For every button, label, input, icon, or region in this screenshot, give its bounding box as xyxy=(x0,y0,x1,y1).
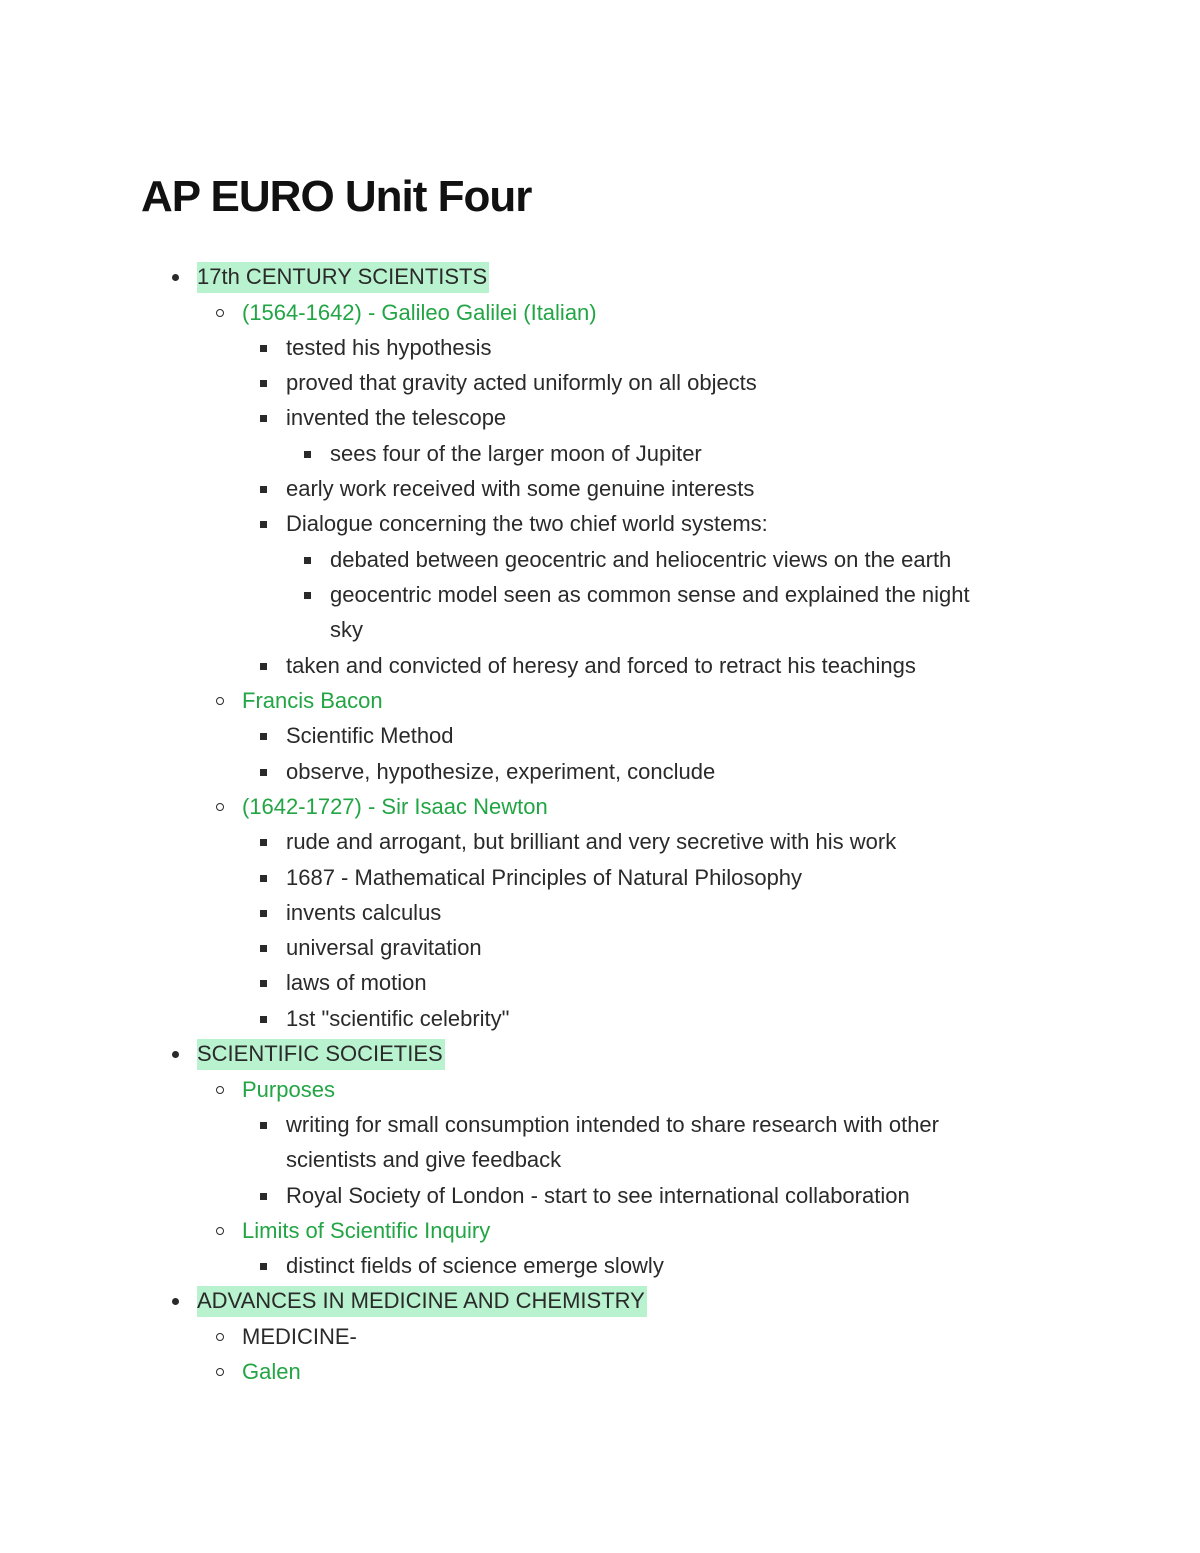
bullet-square-icon xyxy=(260,333,267,363)
list-item xyxy=(286,1110,939,1140)
subheading-item xyxy=(242,686,383,716)
subheading-item xyxy=(242,1357,301,1387)
bullet-ring-icon xyxy=(216,1357,224,1387)
list-item-text: invents calculus xyxy=(286,900,442,925)
section-heading-text: ADVANCES IN MEDICINE AND CHEMISTRY xyxy=(197,1286,647,1317)
list-item-text: Scientific Method xyxy=(286,723,454,748)
list-item-text: observe, hypothesize, experiment, conclude xyxy=(286,759,716,784)
list-item xyxy=(286,368,757,398)
bullet-ring-icon xyxy=(216,792,224,822)
subheading-text: (1564-1642) - Galileo Galilei (Italian) xyxy=(242,300,597,325)
list-item-text: Royal Society of London - start to see international collaboration xyxy=(286,1183,910,1208)
list-item-text: 1st "scientific celebrity" xyxy=(286,1006,510,1031)
list-item xyxy=(286,968,427,998)
list-item-text: early work received with some genuine interests xyxy=(286,476,755,501)
list-item xyxy=(286,863,802,893)
bullet-ring-icon xyxy=(216,298,224,328)
list-item xyxy=(286,333,491,363)
subheading-text: Purposes xyxy=(242,1077,335,1102)
subheading-item xyxy=(242,1322,357,1352)
list-item xyxy=(330,439,702,469)
bullet-square-icon xyxy=(304,545,311,575)
list-item-text: sees four of the larger moon of Jupiter xyxy=(330,441,702,466)
list-item-text: distinct fields of science emerge slowly xyxy=(286,1253,664,1278)
list-item xyxy=(286,651,916,681)
subheading-item xyxy=(242,1075,335,1105)
subheading-text: (1642-1727) - Sir Isaac Newton xyxy=(242,794,548,819)
bullet-square-icon xyxy=(260,1110,267,1140)
list-item-text: rude and arrogant, but brilliant and very secretive with his work xyxy=(286,829,897,854)
list-item-text: universal gravitation xyxy=(286,935,482,960)
list-item xyxy=(330,580,970,610)
page-title: AP EURO Unit Four xyxy=(141,172,532,221)
list-item-text: writing for small consumption intended to share research with other xyxy=(286,1112,939,1137)
subheading-text: Francis Bacon xyxy=(242,688,383,713)
bullet-square-icon xyxy=(304,439,311,469)
list-item xyxy=(286,509,768,539)
list-item xyxy=(286,1181,910,1211)
list-item-text: taken and convicted of heresy and forced to retract his teachings xyxy=(286,653,916,678)
section-heading xyxy=(197,1039,445,1069)
bullet-dot-icon xyxy=(172,1039,179,1069)
bullet-square-icon xyxy=(260,1251,267,1281)
bullet-square-icon xyxy=(260,968,267,998)
bullet-dot-icon xyxy=(172,1286,179,1316)
list-item-continuation xyxy=(330,615,363,645)
bullet-square-icon xyxy=(260,933,267,963)
bullet-square-icon xyxy=(260,1004,267,1034)
subheading-text: MEDICINE- xyxy=(242,1324,357,1349)
list-item xyxy=(286,898,441,928)
subheading-item xyxy=(242,298,597,328)
bullet-ring-icon xyxy=(216,1216,224,1246)
bullet-square-icon xyxy=(260,403,267,433)
list-item xyxy=(286,827,896,857)
bullet-ring-icon xyxy=(216,686,224,716)
bullet-square-icon xyxy=(260,651,267,681)
subheading-text: Limits of Scientific Inquiry xyxy=(242,1218,491,1243)
subheading-text: Galen xyxy=(242,1359,301,1384)
list-item-text: tested his hypothesis xyxy=(286,335,492,360)
section-heading xyxy=(197,262,489,292)
list-item xyxy=(286,474,754,504)
list-item xyxy=(286,1004,509,1034)
section-heading xyxy=(197,1286,647,1316)
section-heading-text: 17th CENTURY SCIENTISTS xyxy=(197,262,489,293)
bullet-ring-icon xyxy=(216,1075,224,1105)
list-item-text: Dialogue concerning the two chief world systems: xyxy=(286,511,768,536)
bullet-square-icon xyxy=(260,827,267,857)
list-item-text: proved that gravity acted uniformly on all objects xyxy=(286,370,757,395)
list-item-text: scientists and give feedback xyxy=(286,1147,562,1172)
list-item-text: debated between geocentric and heliocentric views on the earth xyxy=(330,547,952,572)
list-item xyxy=(330,545,951,575)
bullet-square-icon xyxy=(260,898,267,928)
list-item-text: invented the telescope xyxy=(286,405,507,430)
list-item xyxy=(286,933,482,963)
bullet-ring-icon xyxy=(216,1322,224,1352)
list-item-text: laws of motion xyxy=(286,970,427,995)
list-item-text: geocentric model seen as common sense and explained the night xyxy=(330,582,970,607)
bullet-square-icon xyxy=(260,757,267,787)
list-item xyxy=(286,403,506,433)
bullet-square-icon xyxy=(260,474,267,504)
bullet-square-icon xyxy=(260,368,267,398)
list-item xyxy=(286,757,715,787)
subheading-item xyxy=(242,1216,490,1246)
section-heading-text: SCIENTIFIC SOCIETIES xyxy=(197,1039,445,1070)
bullet-dot-icon xyxy=(172,262,179,292)
bullet-square-icon xyxy=(260,509,267,539)
bullet-square-icon xyxy=(304,580,311,610)
bullet-square-icon xyxy=(260,721,267,751)
list-item xyxy=(286,721,454,751)
list-item-text: sky xyxy=(330,617,363,642)
bullet-square-icon xyxy=(260,863,267,893)
subheading-item xyxy=(242,792,548,822)
bullet-square-icon xyxy=(260,1181,267,1211)
list-item xyxy=(286,1251,664,1281)
list-item-text: 1687 - Mathematical Principles of Natural Philosophy xyxy=(286,865,803,890)
list-item-continuation xyxy=(286,1145,561,1175)
